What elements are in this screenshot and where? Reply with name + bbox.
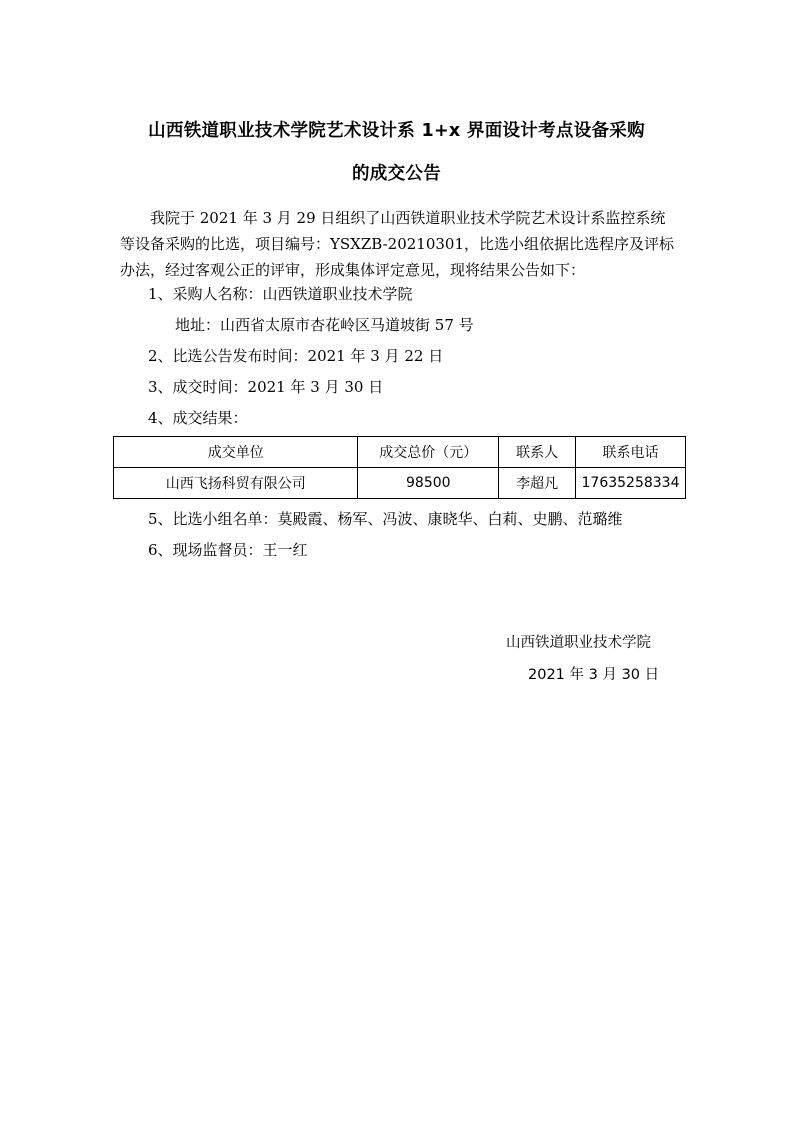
table-header-cell: 成交单位 (114, 437, 358, 468)
publish-time-line: 2、比选公告发布时间：2021 年 3 月 22 日 (148, 347, 444, 365)
result-label-line: 4、成交结果： (148, 409, 248, 427)
document-title-line-1: 山西铁道职业技术学院艺术设计系 1+x 界面设计考点设备采购 (148, 121, 645, 141)
intro-text: 我院于 2021 年 3 月 29 日组织了山西铁道职业技术学院艺术设计系监控系统等设备采购的比选，项目编号：YSXZB-20210301，比选小组依据比选程序及评标办法，经过客观公正的评审，形成集体评定意见，现将结果公告如下： (120, 209, 674, 279)
signature-org: 山西铁道职业技术学院 (506, 635, 651, 651)
table-cell-contact: 李超凡 (499, 468, 576, 499)
table-header-cell: 联系人 (499, 437, 576, 468)
signature-date: 2021 年 3 月 30 日 (528, 667, 660, 683)
table-cell-phone: 17635258334 (576, 468, 686, 499)
table-header-row (114, 437, 686, 468)
purchaser-line: 1、采购人名称：山西铁道职业技术学院 (148, 285, 413, 303)
supervisor-line: 6、现场监督员：王一红 (148, 541, 308, 559)
table-row (114, 468, 686, 499)
table-cell-company: 山西飞扬科贸有限公司 (114, 468, 358, 499)
panel-line: 5、比选小组名单：莫殿霞、杨军、冯波、康晓华、白莉、史鹏、范璐维 (148, 510, 623, 528)
table-header-cell: 联系电话 (576, 437, 686, 468)
deal-time-line: 3、成交时间：2021 年 3 月 30 日 (148, 378, 384, 396)
table-header-cell: 成交总价（元） (358, 437, 499, 468)
document-title-line-2: 的成交公告 (352, 164, 441, 184)
intro-paragraph (120, 205, 680, 283)
address-line: 地址：山西省太原市杏花岭区马道坡街 57 号 (175, 316, 474, 334)
table-cell-price: 98500 (358, 468, 499, 499)
result-table (113, 436, 686, 499)
